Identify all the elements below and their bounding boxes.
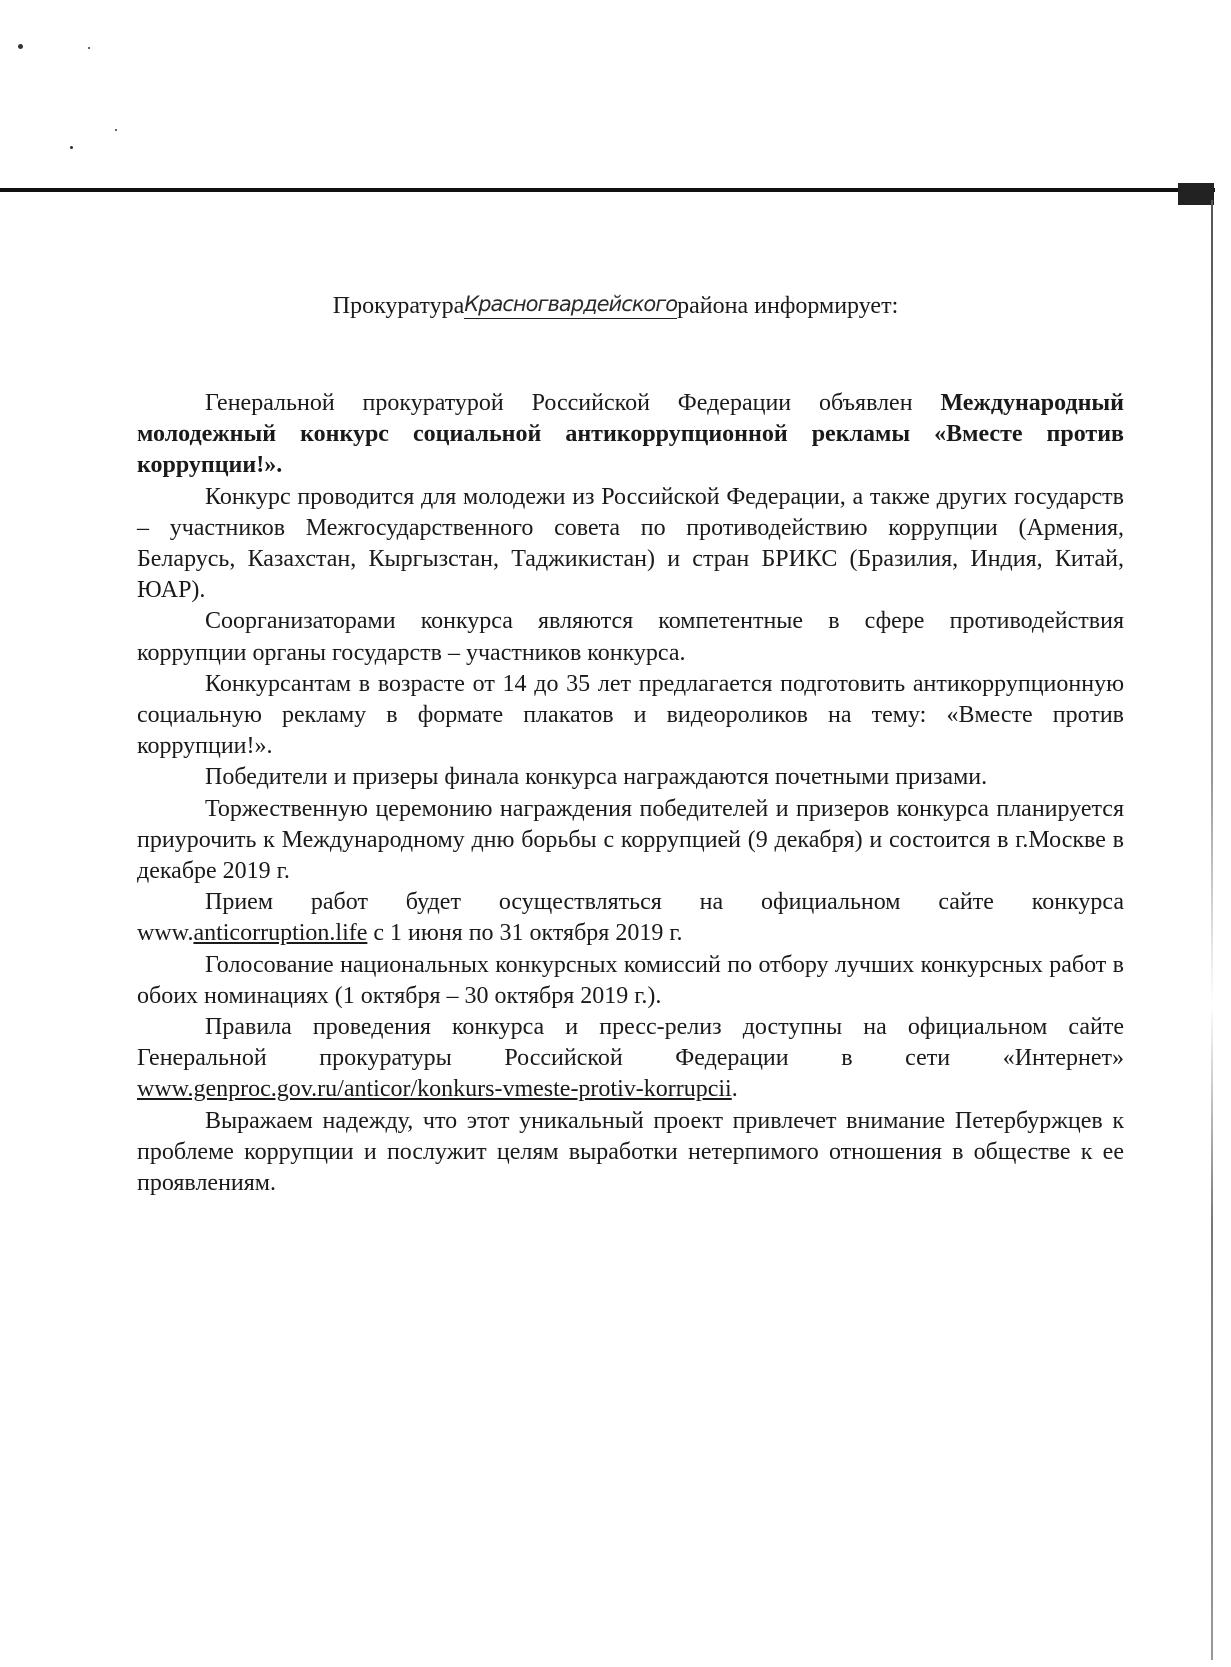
paragraph-rules	[137, 1012, 1124, 1106]
submission-tail: с 1 июня по 31 октября 2019 г.	[367, 920, 683, 947]
paragraph-participants: Конкурс проводится для молодежи из Российской Федерации, а также других государств – участников Межгосударственного совета по противодействию коррупции (Армения, Беларусь, Казахстан, Кыргызстан, Таджикистан) и стран БРИКС (Бразилия, Индия, Китай, ЮАР).	[137, 483, 1124, 604]
scan-speck	[88, 47, 90, 49]
paragraph-prizes: Победители и призеры финала конкурса награждаются почетными призами.	[205, 764, 988, 791]
paragraph-age-requirements: Конкурсантам в возрасте от 14 до 35 лет предлагается подготовить антикоррупционную социальную рекламу в формате плакатов и видеороликов на тему: «Вместе против коррупции!».	[137, 670, 1124, 760]
heading-prefix: Прокуратура	[332, 293, 465, 319]
scan-speck	[115, 129, 117, 131]
contest-site-link[interactable]: anticorruption.life	[193, 920, 368, 947]
scan-edge-mark	[1178, 183, 1214, 205]
scan-speck	[18, 44, 23, 49]
submission-lead: Прием работ будет осуществляться на официальном сайте конкурса www.	[137, 889, 1124, 947]
paragraph-ceremony: Торжественную церемонию награждения победителей и призеров конкурса планируется приурочить к Международному дню борьбы с коррупцией (9 декабря) и состоится в г.Москве в декабре 2019 г.	[137, 795, 1124, 885]
paragraph-submission	[137, 887, 1124, 949]
contest-title: Международный молодежный конкурс социальной антикоррупционной рекламы «Вместе против коррупции!».	[137, 390, 1124, 479]
scan-edge-line	[0, 188, 1215, 192]
paragraph-announcement	[137, 388, 1124, 482]
scan-speck	[70, 146, 73, 149]
paragraph-coorganizers: Соорганизаторами конкурса являются компетентные в сфере противодействия коррупции органы государств – участников конкурса.	[137, 608, 1124, 666]
announcement-lead: Генеральной прокуратурой Российской Федерации объявлен	[205, 390, 941, 416]
paragraph-voting: Голосование национальных конкурсных комиссий по отбору лучших конкурсных работ в обоих номинациях (1 октября – 30 октября 2019 г.).	[137, 951, 1124, 1009]
document-heading	[0, 288, 1231, 324]
scan-right-edge	[1211, 200, 1213, 1660]
heading-suffix: района информирует:	[677, 293, 899, 319]
district-handwritten-field: Красногвардейского	[464, 290, 677, 319]
rules-lead: Правила проведения конкурса и пресс-релиз доступны на официальном сайте Генеральной прокуратуры Российской Федерации в сети «Интернет»	[137, 1014, 1124, 1072]
paragraph-closing: Выражаем надежду, что этот уникальный проект привлечет внимание Петербуржцев к проблеме коррупции и послужит целям выработки нетерпимого отношения в обществе к ее проявлениям.	[137, 1107, 1124, 1197]
document-body	[137, 388, 1124, 1199]
rules-tail: .	[731, 1076, 738, 1103]
genproc-link[interactable]: www.genproc.gov.ru/anticor/konkurs-vmeste-protiv-korrupcii	[137, 1076, 732, 1103]
